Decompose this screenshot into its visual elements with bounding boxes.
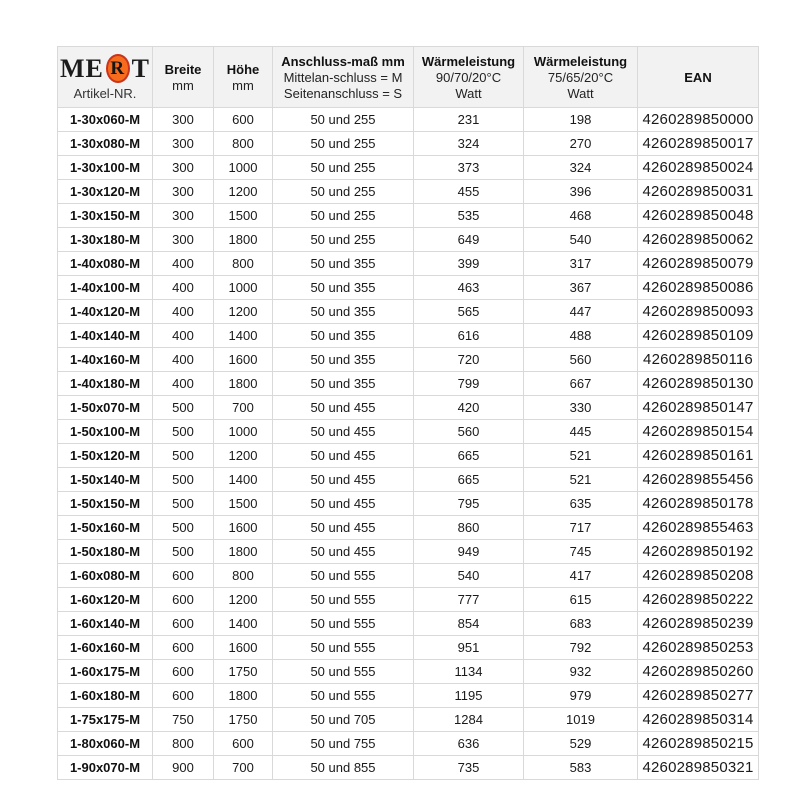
cell-ean: 4260289850147: [638, 396, 759, 420]
cell-watt75: 540: [524, 228, 638, 252]
cell-watt75: 792: [524, 636, 638, 660]
cell-watt75: 635: [524, 492, 638, 516]
header-watt75-sub2: Watt: [567, 85, 594, 101]
cell-watt75: 468: [524, 204, 638, 228]
header-ean-title: EAN: [684, 69, 712, 85]
table-row: [58, 684, 759, 708]
cell-watt75: 198: [524, 108, 638, 132]
cell-watt75: 521: [524, 468, 638, 492]
cell-hoehe: 1000: [214, 156, 273, 180]
table-row: [58, 756, 759, 780]
cell-artikel: 1-30x060-M: [58, 108, 153, 132]
cell-breite: 600: [153, 636, 214, 660]
cell-ean: 4260289850253: [638, 636, 759, 660]
cell-watt90: 1195: [414, 684, 524, 708]
header-waermeleistung-90: [414, 47, 524, 108]
cell-watt75: 583: [524, 756, 638, 780]
cell-anschluss: 50 und 355: [273, 372, 414, 396]
cell-ean: 4260289850093: [638, 300, 759, 324]
cell-anschluss: 50 und 455: [273, 420, 414, 444]
cell-ean: 4260289850079: [638, 252, 759, 276]
header-watt75-title: Wärmeleistung: [533, 53, 628, 69]
table-row: [58, 324, 759, 348]
product-spec-table: [57, 46, 759, 780]
cell-artikel: 1-30x150-M: [58, 204, 153, 228]
cell-watt90: 1134: [414, 660, 524, 684]
cell-ean: 4260289850178: [638, 492, 759, 516]
cell-anschluss: 50 und 255: [273, 180, 414, 204]
cell-hoehe: 1400: [214, 612, 273, 636]
table-row: [58, 420, 759, 444]
cell-ean: 4260289850260: [638, 660, 759, 684]
cell-ean: 4260289850031: [638, 180, 759, 204]
cell-artikel: 1-50x140-M: [58, 468, 153, 492]
header-row: [58, 47, 759, 108]
cell-artikel: 1-30x100-M: [58, 156, 153, 180]
cell-ean: 4260289855456: [638, 468, 759, 492]
cell-artikel: 1-75x175-M: [58, 708, 153, 732]
cell-watt90: 463: [414, 276, 524, 300]
table-row: [58, 468, 759, 492]
cell-anschluss: 50 und 755: [273, 732, 414, 756]
cell-breite: 500: [153, 444, 214, 468]
cell-watt75: 330: [524, 396, 638, 420]
cell-hoehe: 1800: [214, 228, 273, 252]
logo-text-after: T: [131, 53, 150, 83]
cell-breite: 750: [153, 708, 214, 732]
header-watt75-sub1: 75/65/20°C: [547, 69, 614, 85]
mert-logo-circle-icon: [106, 54, 130, 83]
cell-breite: 900: [153, 756, 214, 780]
cell-breite: 500: [153, 492, 214, 516]
cell-hoehe: 600: [214, 732, 273, 756]
cell-watt75: 367: [524, 276, 638, 300]
cell-artikel: 1-40x120-M: [58, 300, 153, 324]
cell-ean: 4260289850208: [638, 564, 759, 588]
cell-hoehe: 1200: [214, 588, 273, 612]
cell-anschluss: 50 und 455: [273, 540, 414, 564]
table-row: [58, 612, 759, 636]
header-hoehe-title: Höhe: [226, 61, 260, 77]
cell-artikel: 1-40x080-M: [58, 252, 153, 276]
header-watt90-sub1: 90/70/20°C: [435, 69, 502, 85]
cell-hoehe: 600: [214, 108, 273, 132]
cell-anschluss: 50 und 855: [273, 756, 414, 780]
cell-ean: 4260289850024: [638, 156, 759, 180]
cell-watt90: 616: [414, 324, 524, 348]
cell-watt75: 979: [524, 684, 638, 708]
cell-artikel: 1-30x180-M: [58, 228, 153, 252]
cell-hoehe: 700: [214, 396, 273, 420]
table-row: [58, 540, 759, 564]
cell-anschluss: 50 und 355: [273, 252, 414, 276]
cell-breite: 500: [153, 396, 214, 420]
header-anschluss: [273, 47, 414, 108]
table-row: [58, 180, 759, 204]
cell-watt75: 615: [524, 588, 638, 612]
cell-hoehe: 1200: [214, 444, 273, 468]
header-breite-title: Breite: [164, 61, 202, 77]
table-row: [58, 636, 759, 660]
cell-breite: 400: [153, 300, 214, 324]
cell-watt90: 665: [414, 468, 524, 492]
cell-watt90: 535: [414, 204, 524, 228]
cell-ean: 4260289850239: [638, 612, 759, 636]
cell-hoehe: 1750: [214, 708, 273, 732]
cell-hoehe: 1800: [214, 684, 273, 708]
cell-watt90: 860: [414, 516, 524, 540]
cell-breite: 600: [153, 684, 214, 708]
cell-watt75: 417: [524, 564, 638, 588]
cell-artikel: 1-60x120-M: [58, 588, 153, 612]
cell-watt75: 324: [524, 156, 638, 180]
cell-watt75: 447: [524, 300, 638, 324]
cell-watt90: 854: [414, 612, 524, 636]
table-row: [58, 276, 759, 300]
cell-artikel: 1-30x120-M: [58, 180, 153, 204]
cell-anschluss: 50 und 455: [273, 396, 414, 420]
cell-ean: 4260289850116: [638, 348, 759, 372]
cell-watt90: 565: [414, 300, 524, 324]
cell-artikel: 1-60x180-M: [58, 684, 153, 708]
table-row: [58, 204, 759, 228]
header-hoehe: [214, 47, 273, 108]
cell-anschluss: 50 und 555: [273, 612, 414, 636]
cell-ean: 4260289850062: [638, 228, 759, 252]
cell-hoehe: 700: [214, 756, 273, 780]
cell-watt90: 455: [414, 180, 524, 204]
cell-watt90: 777: [414, 588, 524, 612]
cell-hoehe: 800: [214, 252, 273, 276]
cell-artikel: 1-50x120-M: [58, 444, 153, 468]
header-watt90-sub2: Watt: [455, 85, 482, 101]
cell-breite: 300: [153, 108, 214, 132]
cell-watt75: 717: [524, 516, 638, 540]
cell-watt90: 399: [414, 252, 524, 276]
cell-watt90: 720: [414, 348, 524, 372]
cell-artikel: 1-50x160-M: [58, 516, 153, 540]
cell-anschluss: 50 und 555: [273, 636, 414, 660]
table-row: [58, 156, 759, 180]
table-row: [58, 228, 759, 252]
cell-watt90: 231: [414, 108, 524, 132]
table-row: [58, 444, 759, 468]
cell-ean: 4260289850154: [638, 420, 759, 444]
cell-watt90: 799: [414, 372, 524, 396]
cell-breite: 600: [153, 588, 214, 612]
cell-ean: 4260289850321: [638, 756, 759, 780]
table-row: [58, 108, 759, 132]
cell-hoehe: 800: [214, 564, 273, 588]
header-breite-unit: mm: [172, 77, 194, 93]
cell-watt75: 1019: [524, 708, 638, 732]
table-row: [58, 588, 759, 612]
cell-artikel: 1-60x140-M: [58, 612, 153, 636]
table-row: [58, 300, 759, 324]
cell-hoehe: 1400: [214, 324, 273, 348]
cell-watt75: 488: [524, 324, 638, 348]
cell-artikel: 1-40x160-M: [58, 348, 153, 372]
cell-breite: 500: [153, 468, 214, 492]
cell-ean: 4260289850130: [638, 372, 759, 396]
artikel-nr-label: Artikel-NR.: [73, 86, 137, 101]
cell-breite: 300: [153, 204, 214, 228]
header-watt90-title: Wärmeleistung: [421, 53, 516, 69]
cell-watt90: 951: [414, 636, 524, 660]
table-row: [58, 732, 759, 756]
table-row: [58, 372, 759, 396]
cell-anschluss: 50 und 355: [273, 300, 414, 324]
cell-breite: 600: [153, 660, 214, 684]
cell-artikel: 1-50x100-M: [58, 420, 153, 444]
cell-watt90: 373: [414, 156, 524, 180]
cell-watt90: 420: [414, 396, 524, 420]
cell-anschluss: 50 und 255: [273, 228, 414, 252]
cell-breite: 300: [153, 132, 214, 156]
cell-breite: 600: [153, 564, 214, 588]
cell-anschluss: 50 und 455: [273, 468, 414, 492]
cell-hoehe: 1200: [214, 180, 273, 204]
table-row: [58, 708, 759, 732]
cell-anschluss: 50 und 355: [273, 324, 414, 348]
cell-watt90: 1284: [414, 708, 524, 732]
cell-hoehe: 1600: [214, 516, 273, 540]
table-row: [58, 492, 759, 516]
cell-ean: 4260289850086: [638, 276, 759, 300]
cell-watt75: 683: [524, 612, 638, 636]
cell-anschluss: 50 und 255: [273, 132, 414, 156]
table-row: [58, 660, 759, 684]
cell-artikel: 1-40x180-M: [58, 372, 153, 396]
table-row: [58, 396, 759, 420]
cell-anschluss: 50 und 555: [273, 588, 414, 612]
cell-watt90: 795: [414, 492, 524, 516]
cell-hoehe: 800: [214, 132, 273, 156]
cell-artikel: 1-40x100-M: [58, 276, 153, 300]
mert-logo-text: [60, 54, 150, 83]
cell-anschluss: 50 und 255: [273, 204, 414, 228]
cell-artikel: 1-60x160-M: [58, 636, 153, 660]
cell-hoehe: 1500: [214, 492, 273, 516]
header-breite: [153, 47, 214, 108]
header-anschluss-sub1: Mittelan-schluss = M: [283, 69, 403, 85]
cell-watt75: 270: [524, 132, 638, 156]
logo-circle-letter: R: [110, 58, 126, 79]
cell-watt90: 560: [414, 420, 524, 444]
cell-breite: 400: [153, 252, 214, 276]
cell-artikel: 1-60x080-M: [58, 564, 153, 588]
cell-breite: 300: [153, 156, 214, 180]
cell-anschluss: 50 und 555: [273, 684, 414, 708]
cell-ean: 4260289850222: [638, 588, 759, 612]
cell-anschluss: 50 und 355: [273, 276, 414, 300]
cell-breite: 500: [153, 516, 214, 540]
cell-watt75: 445: [524, 420, 638, 444]
cell-artikel: 1-90x070-M: [58, 756, 153, 780]
cell-breite: 400: [153, 372, 214, 396]
cell-watt90: 540: [414, 564, 524, 588]
cell-breite: 400: [153, 324, 214, 348]
cell-hoehe: 1750: [214, 660, 273, 684]
cell-artikel: 1-50x070-M: [58, 396, 153, 420]
cell-breite: 400: [153, 276, 214, 300]
cell-breite: 500: [153, 420, 214, 444]
cell-anschluss: 50 und 455: [273, 444, 414, 468]
cell-ean: 4260289855463: [638, 516, 759, 540]
cell-hoehe: 1400: [214, 468, 273, 492]
header-waermeleistung-75: [524, 47, 638, 108]
cell-breite: 300: [153, 180, 214, 204]
cell-breite: 600: [153, 612, 214, 636]
cell-watt75: 667: [524, 372, 638, 396]
cell-anschluss: 50 und 555: [273, 564, 414, 588]
header-anschluss-title: Anschluss-maß mm: [281, 53, 405, 69]
cell-watt90: 636: [414, 732, 524, 756]
logo-text-before: ME: [60, 53, 104, 83]
cell-hoehe: 1200: [214, 300, 273, 324]
cell-watt90: 324: [414, 132, 524, 156]
cell-watt75: 396: [524, 180, 638, 204]
cell-ean: 4260289850277: [638, 684, 759, 708]
cell-watt75: 529: [524, 732, 638, 756]
header-ean: [638, 47, 759, 108]
cell-breite: 500: [153, 540, 214, 564]
cell-breite: 800: [153, 732, 214, 756]
cell-watt75: 560: [524, 348, 638, 372]
cell-ean: 4260289850215: [638, 732, 759, 756]
cell-artikel: 1-30x080-M: [58, 132, 153, 156]
cell-watt75: 317: [524, 252, 638, 276]
cell-watt75: 521: [524, 444, 638, 468]
table-body: [58, 108, 759, 780]
cell-hoehe: 1500: [214, 204, 273, 228]
header-anschluss-sub2: Seitenanschluss = S: [283, 85, 403, 101]
cell-artikel: 1-40x140-M: [58, 324, 153, 348]
cell-hoehe: 1000: [214, 420, 273, 444]
table-row: [58, 564, 759, 588]
cell-anschluss: 50 und 255: [273, 156, 414, 180]
cell-artikel: 1-60x175-M: [58, 660, 153, 684]
cell-anschluss: 50 und 255: [273, 108, 414, 132]
table-row: [58, 348, 759, 372]
cell-ean: 4260289850000: [638, 108, 759, 132]
cell-anschluss: 50 und 705: [273, 708, 414, 732]
cell-watt90: 665: [414, 444, 524, 468]
header-artikel-nr: [58, 47, 153, 108]
cell-anschluss: 50 und 555: [273, 660, 414, 684]
cell-hoehe: 1600: [214, 636, 273, 660]
cell-anschluss: 50 und 355: [273, 348, 414, 372]
cell-artikel: 1-80x060-M: [58, 732, 153, 756]
cell-ean: 4260289850314: [638, 708, 759, 732]
cell-anschluss: 50 und 455: [273, 516, 414, 540]
cell-anschluss: 50 und 455: [273, 492, 414, 516]
cell-artikel: 1-50x180-M: [58, 540, 153, 564]
cell-ean: 4260289850017: [638, 132, 759, 156]
cell-watt75: 932: [524, 660, 638, 684]
cell-hoehe: 1800: [214, 540, 273, 564]
table-row: [58, 252, 759, 276]
table-header: [58, 47, 759, 108]
cell-watt90: 649: [414, 228, 524, 252]
mert-logo: [60, 54, 150, 100]
cell-hoehe: 1600: [214, 348, 273, 372]
cell-watt90: 949: [414, 540, 524, 564]
cell-breite: 400: [153, 348, 214, 372]
cell-ean: 4260289850109: [638, 324, 759, 348]
cell-watt90: 735: [414, 756, 524, 780]
cell-breite: 300: [153, 228, 214, 252]
table-row: [58, 516, 759, 540]
header-hoehe-unit: mm: [232, 77, 254, 93]
table-row: [58, 132, 759, 156]
cell-artikel: 1-50x150-M: [58, 492, 153, 516]
cell-ean: 4260289850192: [638, 540, 759, 564]
cell-watt75: 745: [524, 540, 638, 564]
cell-ean: 4260289850048: [638, 204, 759, 228]
cell-ean: 4260289850161: [638, 444, 759, 468]
cell-hoehe: 1800: [214, 372, 273, 396]
cell-hoehe: 1000: [214, 276, 273, 300]
